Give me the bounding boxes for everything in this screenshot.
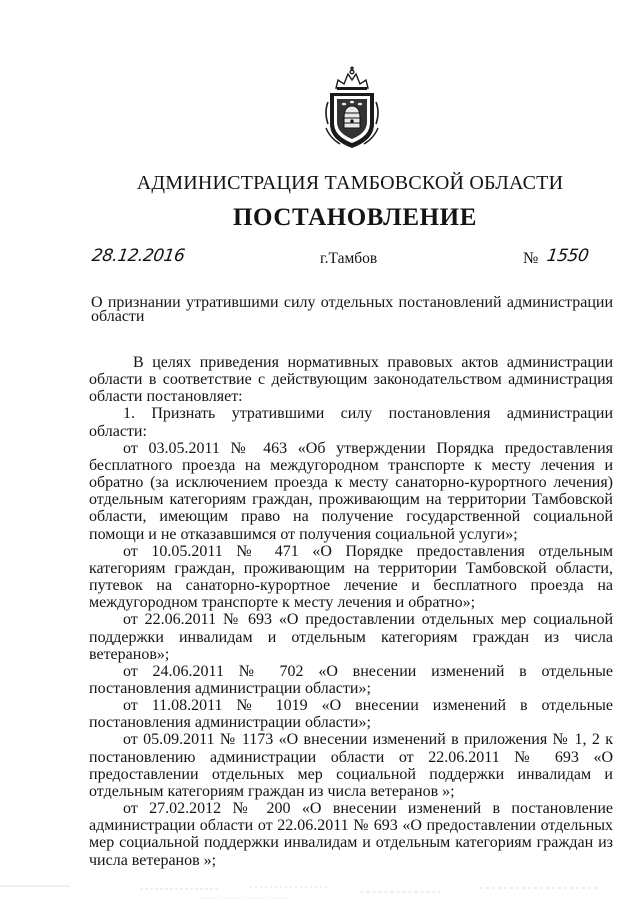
list-item: от 11.08.2011 № 1019 «О внесении изменений в отдельные постановления администрации области»; <box>89 697 613 732</box>
organization-name: АДМИНИСТРАЦИЯ ТАМБОВСКОЙ ОБЛАСТИ <box>136 172 564 194</box>
document-body <box>89 354 613 869</box>
list-item: от 22.06.2011 № 693 «О предоставлении отдельных мер социальной поддержки инвалидам и отдельным категориям граждан из числа ветеранов»; <box>89 611 613 663</box>
list-item: от 03.05.2011 № 463 «Об утверждении Порядка предоставления бесплатного проезда на междугородном транспорте к месту лечения и обратно (за исключением проезда к месту санаторно-курортного лечения) отдельным категориям граждан, проживающим на территории Тамбовской области, имеющим право на получение государственной социальной помощи и не отказавшимся от получения социальной услуги»; <box>89 439 613 543</box>
document-city: г.Тамбов <box>320 250 378 267</box>
document-type-title: ПОСТАНОВЛЕНИЕ <box>232 204 478 231</box>
document-date: 28.12.2016 <box>90 246 186 266</box>
list-item: от 24.06.2011 № 702 «О внесении изменений в отдельные постановления администрации области»; <box>89 662 613 697</box>
list-item: от 10.05.2011 № 471 «О Порядке предоставления отдельным категориям граждан, проживающим на территории Тамбовской области, путевок на санаторно-курортное лечение и бесплатного проезда на междугородном транспорте к месту лечения и обратно»; <box>89 542 613 612</box>
scan-noise-strip <box>0 880 640 905</box>
document-number: 1550 <box>545 246 590 266</box>
list-item: от 27.02.2012 № 200 «О внесении изменений в постановление администрации области от 22.06.2011 № 693 «О предоставлении отдельных мер социальной поддержки инвалидам и отдельным категориям граждан из числа ветеранов »; <box>89 800 613 869</box>
preamble-paragraph: В целях приведения нормативных правовых актов администрации области в соответствие с действующим законодательством администрация области постановляет: <box>89 354 613 406</box>
item-heading-paragraph: 1. Признать утратившими силу постановления администрации области: <box>89 405 613 440</box>
number-sign: № <box>523 250 539 267</box>
document-subject: О признании утратившими силу отдельных постановлений администрации области <box>91 294 613 325</box>
list-item: от 05.09.2011 № 1173 «О внесении изменений в приложения № 1, 2 к постановлению администрации области от 22.06.2011 № 693 «О предоставлении отдельных мер социальной поддержки инвалидам и отдельным категориям граждан из числа ветеранов »; <box>89 731 613 800</box>
coat-of-arms-icon <box>322 66 382 152</box>
